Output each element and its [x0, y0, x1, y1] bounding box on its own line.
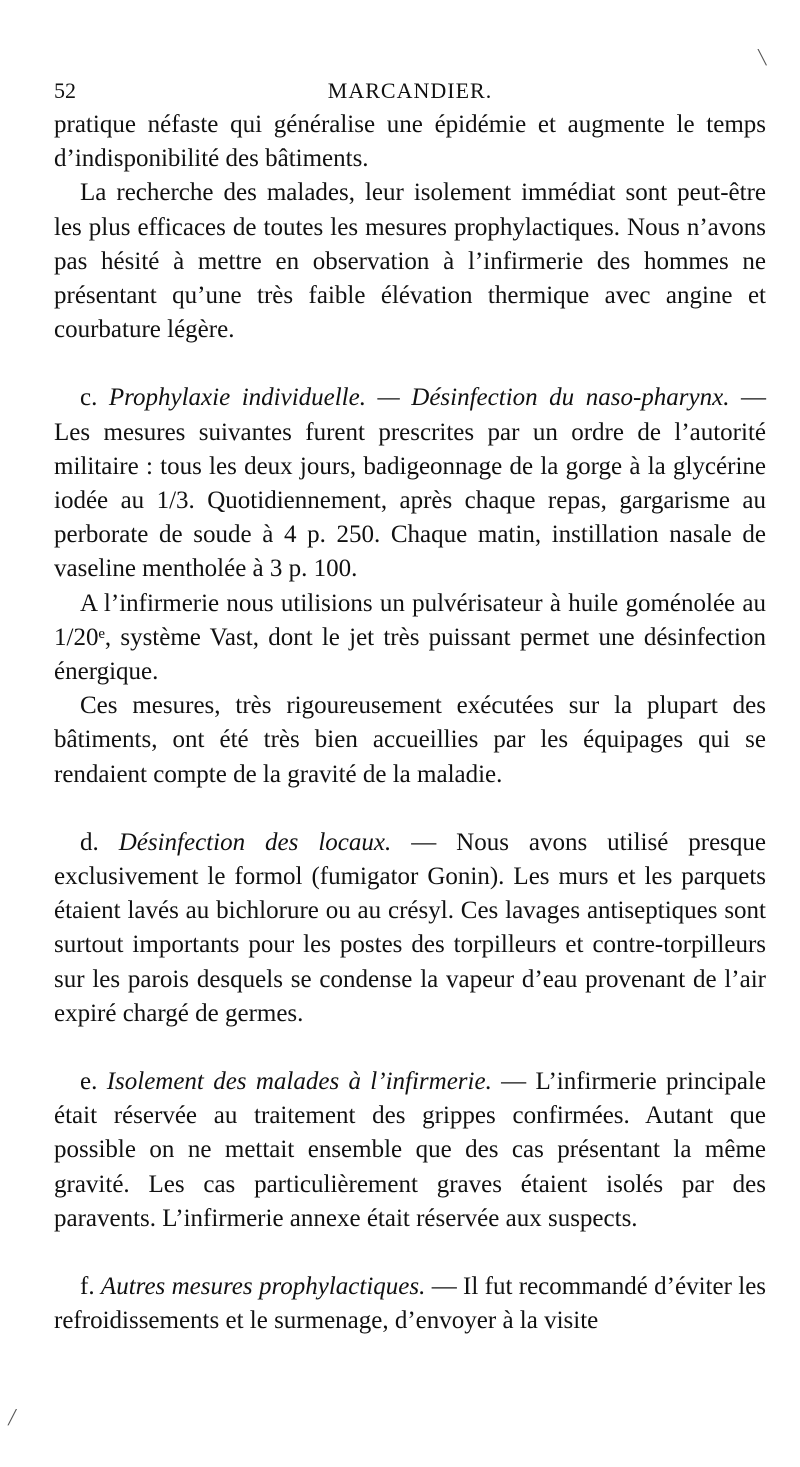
- section-f: [54, 1270, 766, 1338]
- section-f-label: f.: [80, 1273, 95, 1301]
- paragraph-continuation: pratique néfaste qui généralise une épidémie et augmente le temps d’indisponibilité des bâtiments.: [54, 111, 766, 173]
- section-gap: [54, 792, 766, 826]
- section-gap: [54, 1031, 766, 1065]
- running-title: MARCANDIER.: [327, 78, 493, 103]
- section-d-heading: Désinfection des locaux.: [118, 828, 392, 856]
- section-d-text: — Nous avons utilisé presque exclusivement le formol (fumigator Gonin). Les murs et les parquets étaient lavés au bichlorure ou au crésyl. Ces lavages antiseptiques sont surtout importants pour les postes des torpilleurs et contre-torpilleurs sur les parois desquels se condense la vapeur d’eau provenant de l’air expiré chargé de germes.: [54, 828, 767, 1027]
- section-gap: [54, 347, 766, 381]
- paragraph-isolation: La recherche des malades, leur isolement immédiat sont peut-être les plus efficaces de toutes les mesures prophylactiques. Nous n’avons pas hésité à mettre en observation à l’infirmerie des hommes ne présentant qu’une très faible élévation thermique avec angine et courbature légère.: [54, 179, 766, 344]
- section-c-label: c.: [80, 384, 98, 412]
- body-text: [54, 108, 766, 1339]
- section-gap: [54, 1236, 766, 1270]
- page-header: [54, 74, 766, 108]
- book-page: [54, 74, 766, 1339]
- section-e-label: e.: [80, 1068, 98, 1096]
- page-number: 52: [54, 78, 76, 103]
- paragraph-pulverisateur: A l’infirmerie nous utilisions un pulvérisateur à huile goménolée au 1/20ᵉ, système Vast, dont le jet très puissant permet une désinfection énergique.: [54, 589, 766, 686]
- scan-speck: ╲: [758, 51, 767, 66]
- section-c-heading: Prophylaxie individuelle. — Désinfection du naso-pharynx.: [108, 384, 730, 412]
- section-c-text: — Les mesures suivantes furent prescrites par un ordre de l’autorité militaire : tous les deux jours, badigeonnage de la gorge à la glycérine iodée au 1/3. Quotidiennement, après chaque repas, gargarisme au perborate de soude à 4 p. 250. Chaque matin, instillation nasale de vaseline mentholée à 3 p. 100.: [54, 384, 766, 583]
- section-c: [54, 381, 766, 586]
- section-f-text: — Il fut recommandé d’éviter les refroidissements et le surmenage, d’envoyer à la visite: [54, 1273, 767, 1335]
- scan-speck: ╱: [8, 1411, 17, 1426]
- section-d-label: d.: [80, 828, 99, 856]
- section-e: [54, 1065, 766, 1236]
- section-f-heading: Autres mesures prophylactiques.: [100, 1273, 426, 1301]
- section-e-heading: Isolement des malades à l’infirmerie.: [106, 1068, 492, 1096]
- section-d: [54, 826, 766, 1031]
- paragraph-mesures: Ces mesures, très rigoureusement exécutées sur la plupart des bâtiments, ont été très bien accueillies par les équipages qui se rendaient compte de la gravité de la maladie.: [54, 692, 766, 788]
- section-e-text: — L’infirmerie principale était réservée au traitement des grippes confirmées. Autant que possible on ne mettait ensemble que des cas présentant la même gravité. Les cas particulièrement graves étaient isolés par des paravents. L’infirmerie annexe était réservée aux suspects.: [54, 1068, 767, 1232]
